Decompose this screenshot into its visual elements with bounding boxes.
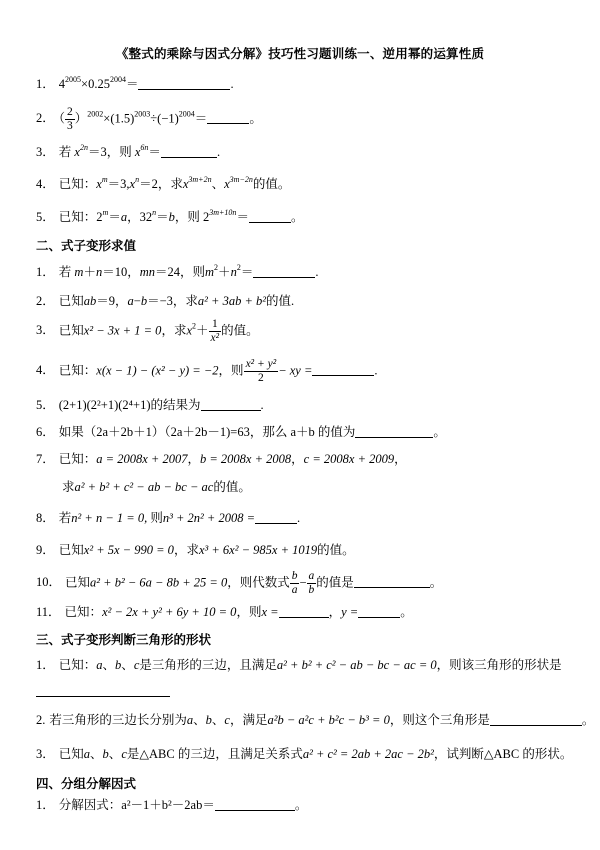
page-title: 《整式的乘除与因式分解》技巧性习题训练一、逆用幂的运算性质 (115, 46, 485, 61)
fraction-two-thirds: $\frac{2}{3}$ (67, 106, 73, 132)
question-3-3: 3． 已知a、b、c是△ABC 的三边，且满足关系式a² + c² = 2ab + 2ac − 2b²，试判断△ABC 的形状。 (36, 747, 573, 761)
question-2-4: 4． 已知：x(x − 1) − (x² − y) = −2，则 $\frac{\text{x² + y²}}{2}$ − xy = . (36, 358, 378, 384)
fraction-a-over-b: $\frac{a}{b}$ (308, 570, 315, 596)
answer-blank[interactable] (312, 363, 374, 376)
answer-blank[interactable] (138, 77, 230, 90)
answer-blank[interactable] (249, 210, 291, 223)
fraction-one-over-x-squared: $\frac{1}{\text{x²}}$ (210, 318, 220, 344)
answer-blank-x[interactable] (279, 605, 329, 618)
section-heading-3: 三、式子变形判断三角形的形状 (36, 632, 212, 647)
answer-blank[interactable] (253, 265, 315, 278)
answer-blank[interactable] (490, 713, 582, 726)
question-1-1: 1． $4^{2005}\times 0.25^{2004}=$ . (36, 75, 234, 91)
question-2-7: 7． 已知：a = 2008x + 2007，b = 2008x + 2008，c = 2008x + 2009， (36, 452, 407, 466)
question-1-3: 3． 若 $x^{2n}=3$，则 $x^{6n}=$ . (36, 143, 221, 159)
answer-blank[interactable] (215, 798, 295, 811)
question-1-5: 5． 已知：$2^m=a$，$32^n=b$，则 $2^{3m+10n}=$ 。 (36, 208, 304, 224)
answer-blank[interactable] (255, 511, 297, 524)
question-2-1: 1． 若 m＋n＝10，mn＝24，则$m^2+n^2=$ . (36, 263, 319, 279)
answer-blank[interactable] (354, 575, 430, 588)
answer-blank-y[interactable] (358, 605, 400, 618)
question-2-8: 8． 若n² + n − 1 = 0, 则n³ + 2n² + 2008 = . (36, 511, 301, 525)
answer-blank[interactable] (161, 145, 217, 158)
question-2-2: 2． 已知ab＝9，a−b＝−3，求a² + 3ab + b²的值. (36, 294, 295, 308)
section-heading-4: 四、分组分解因式 (36, 776, 137, 791)
section-heading-2: 二、式子变形求值 (36, 238, 137, 253)
question-3-1: 1． 已知：a、b、c是三角形的三边，且满足a² + b² + c² − ab − bc − ac = 0，则该三角形的形状是 (36, 658, 562, 672)
fraction-x2-plus-y2-over-2: $\frac{\text{x² + y²}}{2}$ (245, 358, 277, 384)
question-2-5: 5． (2+1)(2²+1)(2⁴+1)的结果为 . (36, 398, 264, 412)
question-1-2: 2． （ $\frac{2}{3}$ ）$^{2002}\times(1.5)^{2003}\div(-1)^{2004}=$ 。 (36, 106, 262, 132)
question-2-7-line-2: 求a² + b² + c² − ab − bc − ac的值。 (62, 480, 251, 494)
question-2-11: 11． 已知：x² − 2x + y² + 6y + 10 = 0，则x = ，y = 。 (36, 605, 413, 619)
fraction-b-over-a: $\frac{b}{a}$ (291, 570, 298, 596)
answer-blank[interactable] (355, 425, 433, 438)
question-4-1: 1． 分解因式：a²－1＋b²－2ab＝ 。 (36, 798, 308, 812)
answer-blank[interactable] (201, 398, 261, 411)
question-2-3: 3． 已知x² − 3x + 1 = 0，求$x^2+$ $\frac{1}{\text{x²}}$ 的值。 (36, 318, 259, 344)
question-2-9: 9． 已知x² + 5x − 990 = 0，求x³ + 6x² − 985x + 1019的值。 (36, 543, 355, 557)
answer-blank[interactable] (36, 684, 170, 697)
question-2-6: 6． 如果（2a＋2b＋1）（2a＋2b－1)=63，那么 a＋b 的值为 。 (36, 425, 446, 439)
question-2-10: 10． 已知a² + b² − 6a − 8b + 25 = 0，则代数式 $\frac{b}{a}$ − $\frac{a}{b}$ 的值是 。 (36, 570, 443, 596)
question-1-4: 4． 已知：$x^m=3,x^n=2$，求$x^{3m+2n}$、$x^{3m-2n}$的值。 (36, 175, 291, 191)
question-3-2: 2. 若三角形的三边长分别为a、b、c，满足a²b − a²c + b²c − b³ = 0，则这个三角形是 。 (36, 713, 595, 727)
answer-blank[interactable] (207, 111, 249, 124)
